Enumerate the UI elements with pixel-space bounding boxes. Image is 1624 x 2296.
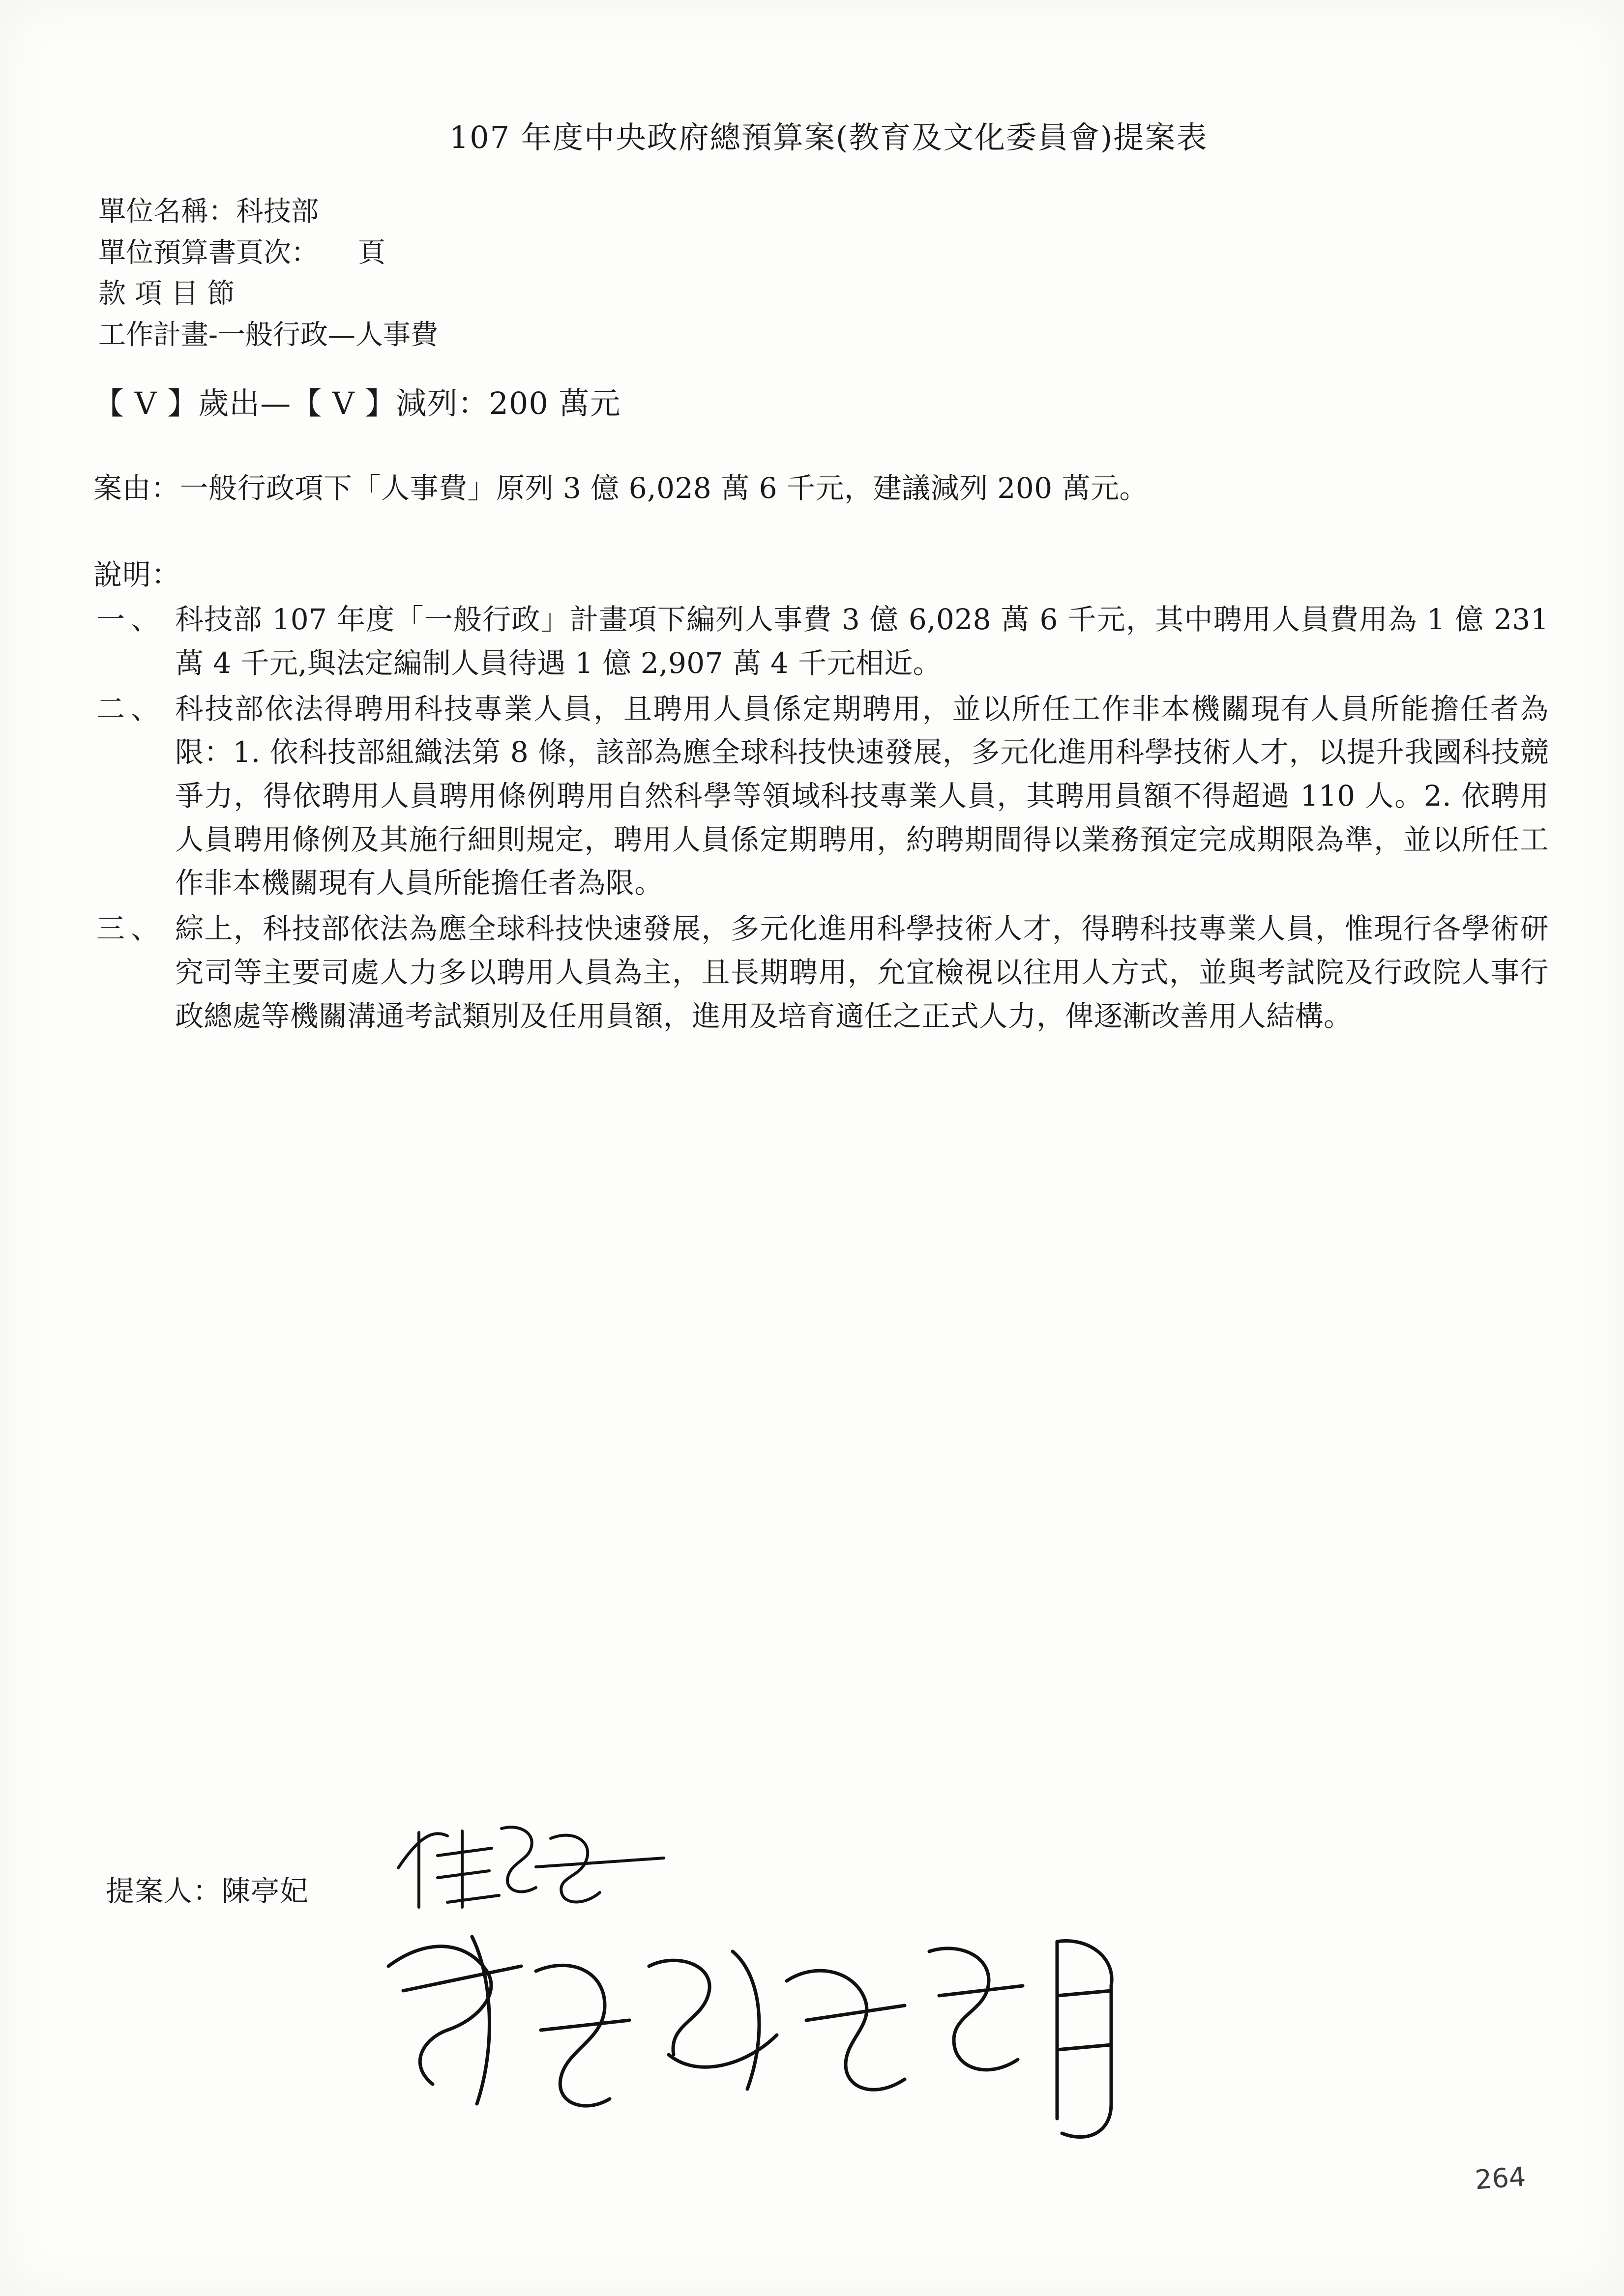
meta-block <box>79 192 1549 354</box>
page-title: 107 年度中央政府總預算案(教育及文化委員會)提案表 <box>449 119 1208 155</box>
reduction-amount: 200 萬元 <box>489 385 621 422</box>
case-reason-label: 案由： <box>93 471 180 505</box>
signature-mark-primary <box>388 1809 693 1924</box>
list-item <box>79 687 1549 905</box>
list-item <box>79 598 1549 685</box>
page-number: 264 <box>1474 2161 1527 2196</box>
case-reason <box>79 465 1549 506</box>
budget-page-line <box>98 233 1549 273</box>
list-item <box>79 907 1549 1038</box>
proposer-line <box>106 1868 309 1909</box>
case-reason-text: 一般行政項下「人事費」原列 3 億 6,028 萬 6 千元，建議減列 200 萬元。 <box>179 471 1149 505</box>
checkbox-expenditure[interactable]: 【 V 】 <box>93 385 199 422</box>
work-plan-line: 工作計畫-一般行政—人事費 <box>98 319 438 351</box>
list-item-number: 三、 <box>96 912 166 946</box>
classification-line: 款 項 目 節 <box>98 278 235 310</box>
list-item-text: 科技部依法得聘用科技專業人員，且聘用人員係定期聘用，並以所任工作非本機關現有人員所能擔任者為限：1. 依科技部組織法第 8 條，該部為應全球科技快速發展，多元化進用科學技術人才，以提升我國科技競爭力，得依聘用人員聘用條例聘用自然科學等領域科技專業人員，其聘用員額不得超過 110 人。2. 依聘用人員聘用條例及其施行細則規定，聘用人員係定期聘用，約聘期間得以業務預定完成期限為準，並以所任工作非本機關現有人員所能擔任者為限。 <box>175 692 1549 900</box>
unit-name-value: 科技部 <box>236 196 319 228</box>
explanation-label: 說明： <box>93 558 181 592</box>
list-item-number: 二、 <box>96 692 166 726</box>
document-body <box>79 113 1549 1040</box>
unit-name-label: 單位名稱： <box>98 196 236 228</box>
list-item-text: 科技部 107 年度「一般行政」計畫項下編列人事費 3 億 6,028 萬 6 千元，其中聘用人員費用為 1 億 231 萬 4 千元,與法定編制人員待遇 1 億 2,907 萬 4 千元相近。 <box>175 603 1549 680</box>
list-item-text: 綜上，科技部依法為應全球科技快速發展，多元化進用科學技術人才，得聘科技專業人員，惟現行各學術研究司等主要司處人力多以聘用人員為主，且長期聘用，允宜檢視以往用人方式，並與考試院及行政院人事行政總處等機關溝通考試類別及任用員額，進用及培育適任之正式人力，俾逐漸改善用人結構。 <box>175 912 1549 1033</box>
proposer-name: 陳亭妃 <box>222 1874 309 1908</box>
signature-mark-secondary <box>374 1907 1259 2165</box>
checkbox-reduce[interactable]: 【 V 】 <box>291 385 396 422</box>
list-item-number: 一、 <box>96 603 166 637</box>
budget-page-value: 頁 <box>358 236 385 269</box>
unit-name-line <box>98 192 1549 232</box>
checkbox-line <box>79 379 1549 423</box>
explanation-items <box>79 598 1549 1038</box>
checkbox-expenditure-label: 歲出— <box>198 385 292 422</box>
checkbox-reduce-label: 減列： <box>396 385 489 422</box>
budget-page-label: 單位預算書頁次： <box>98 236 319 269</box>
proposer-label: 提案人： <box>106 1874 222 1908</box>
